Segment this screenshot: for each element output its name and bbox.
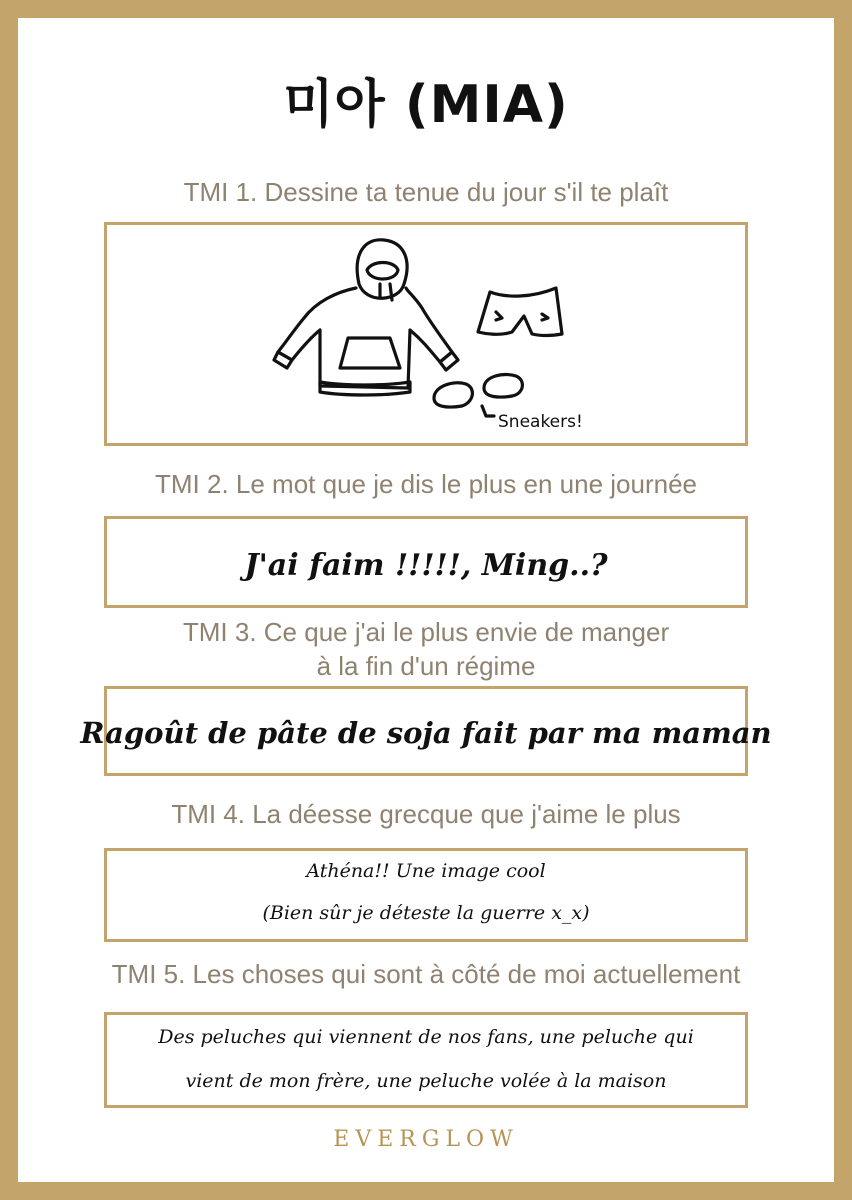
answer-5-line-1: Des peluches qui viennent de nos fans, une peluche qui xyxy=(158,1026,694,1048)
brand-logo: EVERGLOW xyxy=(333,1127,519,1152)
sneakers-label: Sneakers! xyxy=(498,412,583,432)
question-3-line-1: TMI 3. Ce que j'ai le plus envie de manger xyxy=(182,617,670,647)
question-3-line-2: à la fin d'un régime xyxy=(316,651,536,681)
answer-4-line-2: (Bien sûr je déteste la guerre x_x) xyxy=(262,902,590,924)
answer-3: Ragoût de pâte de soja fait par ma maman xyxy=(80,716,772,750)
sneakers-icon xyxy=(434,375,522,417)
page-title: 미아 (MIA) xyxy=(283,75,569,135)
outfit-drawing xyxy=(104,222,748,446)
hoodie-icon xyxy=(274,240,458,395)
answer-4-line-1: Athéna!! Une image cool xyxy=(306,860,546,882)
answer-5-line-2: vient de mon frère, une peluche volée à la maison xyxy=(185,1070,667,1092)
question-1: TMI 1. Dessine ta tenue du jour s'il te plaît xyxy=(183,177,669,207)
question-4: TMI 4. La déesse grecque que j'aime le plus xyxy=(171,799,681,829)
shorts-icon xyxy=(478,288,562,336)
question-5: TMI 5. Les choses qui sont à côté de moi actuellement xyxy=(111,959,741,989)
question-2: TMI 2. Le mot que je dis le plus en une journée xyxy=(155,469,697,499)
answer-2: J'ai faim !!!!!, Ming..? xyxy=(244,548,608,583)
